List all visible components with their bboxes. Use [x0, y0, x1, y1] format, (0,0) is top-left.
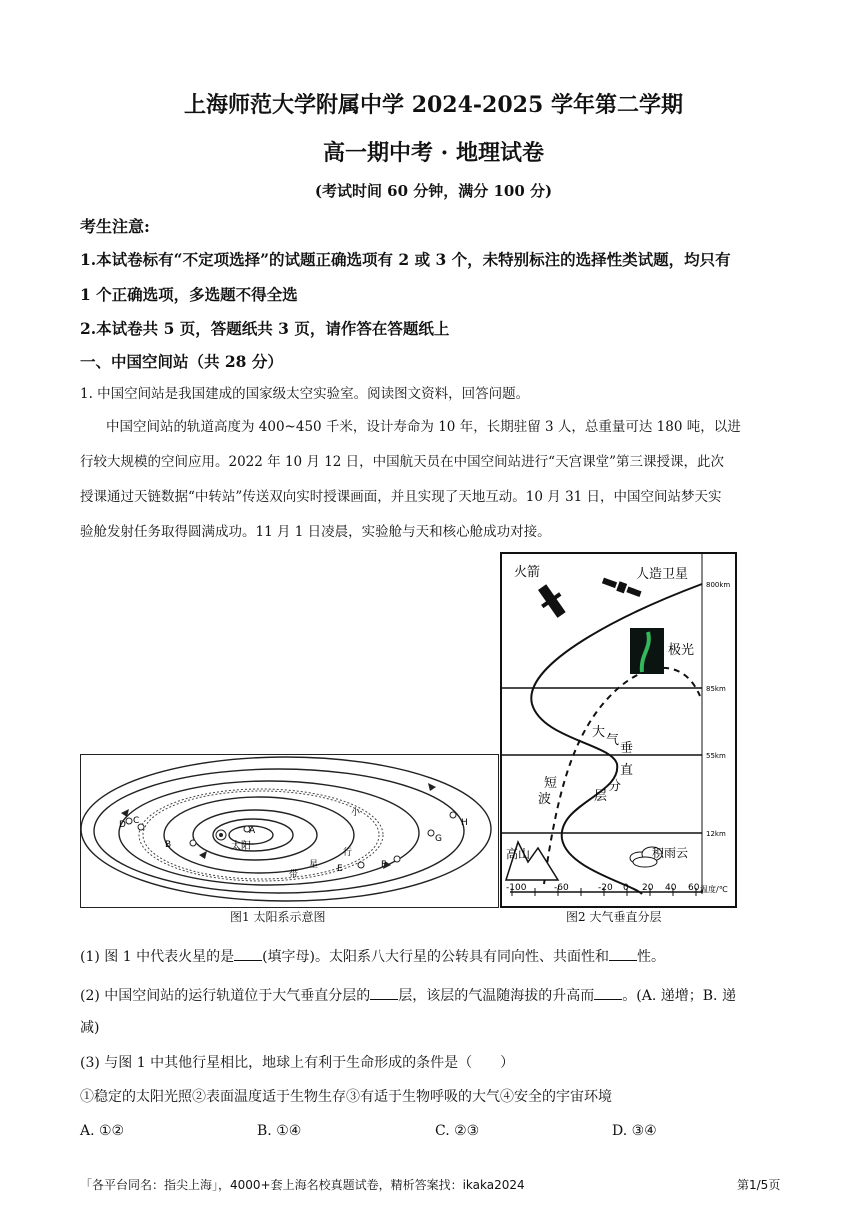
choice-d[interactable]: D. ③④: [612, 1123, 657, 1139]
xtick-60: 60: [688, 883, 700, 893]
choice-a[interactable]: A. ①②: [80, 1123, 125, 1139]
passage-line-1: 中国空间站的轨道高度为 400~450 千米，设计寿命为 10 年，长期驻留 3 人，总重量可达 180 吨，以进: [106, 419, 741, 435]
height-85km: 85km: [706, 685, 726, 693]
xtick-40: 40: [665, 883, 677, 893]
figure-solar-system: [80, 754, 499, 908]
passage-line-2: 行较大规模的空间应用。2022 年 10 月 12 日，中国航天员在中国空间站进行“天宫课堂”第三课授课，此次: [80, 454, 724, 470]
layer-char-5: 分: [608, 779, 622, 794]
exam-title: 上海师范大学附属中学 2024-2025 学年第二学期: [184, 92, 683, 118]
cloud-label: 积雨云: [652, 846, 689, 860]
layer-char-4: 直: [620, 763, 634, 778]
x-axis-unit: 温度/℃: [700, 885, 728, 894]
planet-label-b: B: [165, 840, 172, 850]
choice-c[interactable]: C. ②③: [435, 1123, 480, 1139]
xtick--60: -60: [554, 883, 569, 893]
passage-line-4: 验舱发射任务取得圆满成功。11 月 1 日凌晨，实验舱与天和核心舱成功对接。: [80, 524, 551, 540]
answer-blank[interactable]: [234, 946, 262, 961]
belt-char-2: 行: [343, 848, 353, 858]
subquestion-3: (3) 与图 1 中其他行星相比，地球上有利于生命形成的条件是（ ）: [80, 1055, 515, 1071]
passage: [80, 410, 792, 550]
figure-atmosphere: [500, 552, 737, 908]
question-intro: 1. 中国空间站是我国建成的国家级太空实验室。阅读图文资料，回答问题。: [80, 386, 530, 402]
footer-text: 「各平台同名：指尖上海」，4000+套上海名校真题试卷，精析答案找：ikaka2024: [80, 1178, 525, 1192]
planet-label-h: H: [461, 818, 468, 828]
subquestion-2: (2) 中国空间站的运行轨道位于大气垂直分层的 层，该层的气温随海拔的升高而 。(A. 递增；B. 递: [80, 981, 792, 1011]
xtick-20: 20: [642, 883, 654, 893]
figure-2-caption: 图2 大气垂直分层: [566, 910, 662, 924]
layer-char-1: 大: [592, 725, 606, 740]
satellite-label: 人造卫星: [636, 567, 689, 582]
answer-blank[interactable]: [370, 985, 398, 1000]
aurora-label: 极光: [668, 643, 695, 658]
mountain-label: 高山: [506, 847, 531, 861]
shortwave-char-1: 短: [544, 776, 558, 791]
layer-char-6: 层: [594, 789, 608, 804]
answer-blank[interactable]: [609, 946, 637, 961]
belt-char-1: 小: [351, 808, 361, 818]
planet-label-g: G: [435, 834, 442, 844]
notice-item-2: 2.本试卷共 5 页，答题纸共 3 页，请作答在答题纸上: [80, 319, 450, 338]
planet-label-a: A: [249, 826, 256, 836]
subquestion-3-options: ①稳定的太阳光照②表面温度适于生物生存③有适于生物呼吸的大气④安全的宇宙环境: [80, 1089, 612, 1105]
planet-label-c: C: [133, 816, 140, 826]
section-heading: 一、中国空间站（共 28 分）: [80, 352, 283, 371]
choice-b[interactable]: B. ①④: [257, 1123, 302, 1139]
rocket-icon: [533, 581, 571, 621]
solar-system-diagram: [81, 755, 498, 907]
rocket-label: 火箭: [514, 565, 541, 580]
planet-label-f: F: [381, 860, 387, 870]
planet-label-e: E: [337, 864, 343, 874]
belt-char-3: 星: [309, 860, 319, 870]
shortwave-char-2: 波: [538, 792, 552, 807]
xtick--100: -100: [506, 883, 527, 893]
height-12km: 12km: [706, 830, 726, 838]
layer-char-2: 气: [606, 733, 620, 748]
layer-char-3: 垂: [620, 741, 634, 756]
passage-line-3: 授课通过天链数据“中转站”传送双向实时授课画面，并且实现了天地互动。10 月 31 日，中国空间站梦天实: [80, 489, 722, 505]
answer-blank[interactable]: [594, 985, 622, 1000]
notice-item-1b: 1 个正确选项，多选题不得全选: [80, 285, 298, 304]
notice-heading: 考生注意:: [80, 217, 150, 236]
exam-time-note: (考试时间 60 分钟，满分 100 分): [314, 182, 553, 200]
height-55km: 55km: [706, 752, 726, 760]
height-800km: 800km: [706, 581, 731, 589]
notice-item-1a: 1.本试卷标有“不定项选择”的试题正确选项有 2 或 3 个，未特别标注的选择性类试题，均只有: [80, 250, 731, 269]
figure-1-caption: 图1 太阳系示意图: [230, 910, 326, 924]
atmosphere-diagram: [502, 554, 735, 906]
xtick-0: 0: [623, 883, 629, 893]
subquestion-2-cont: 减): [80, 1020, 100, 1036]
belt-char-4: 带: [289, 870, 299, 880]
exam-subtitle: 高一期中考 · 地理试卷: [323, 140, 544, 166]
sun-label: 太阳: [231, 841, 251, 852]
planet-label-d: D: [119, 820, 126, 830]
page-number: 第1/5页: [737, 1178, 781, 1192]
subquestion-1: (1) 图 1 中代表火星的是 (填字母)。太阳系八大行星的公转具有同向性、共面性和 性。: [80, 942, 792, 972]
xtick--20: -20: [598, 883, 613, 893]
